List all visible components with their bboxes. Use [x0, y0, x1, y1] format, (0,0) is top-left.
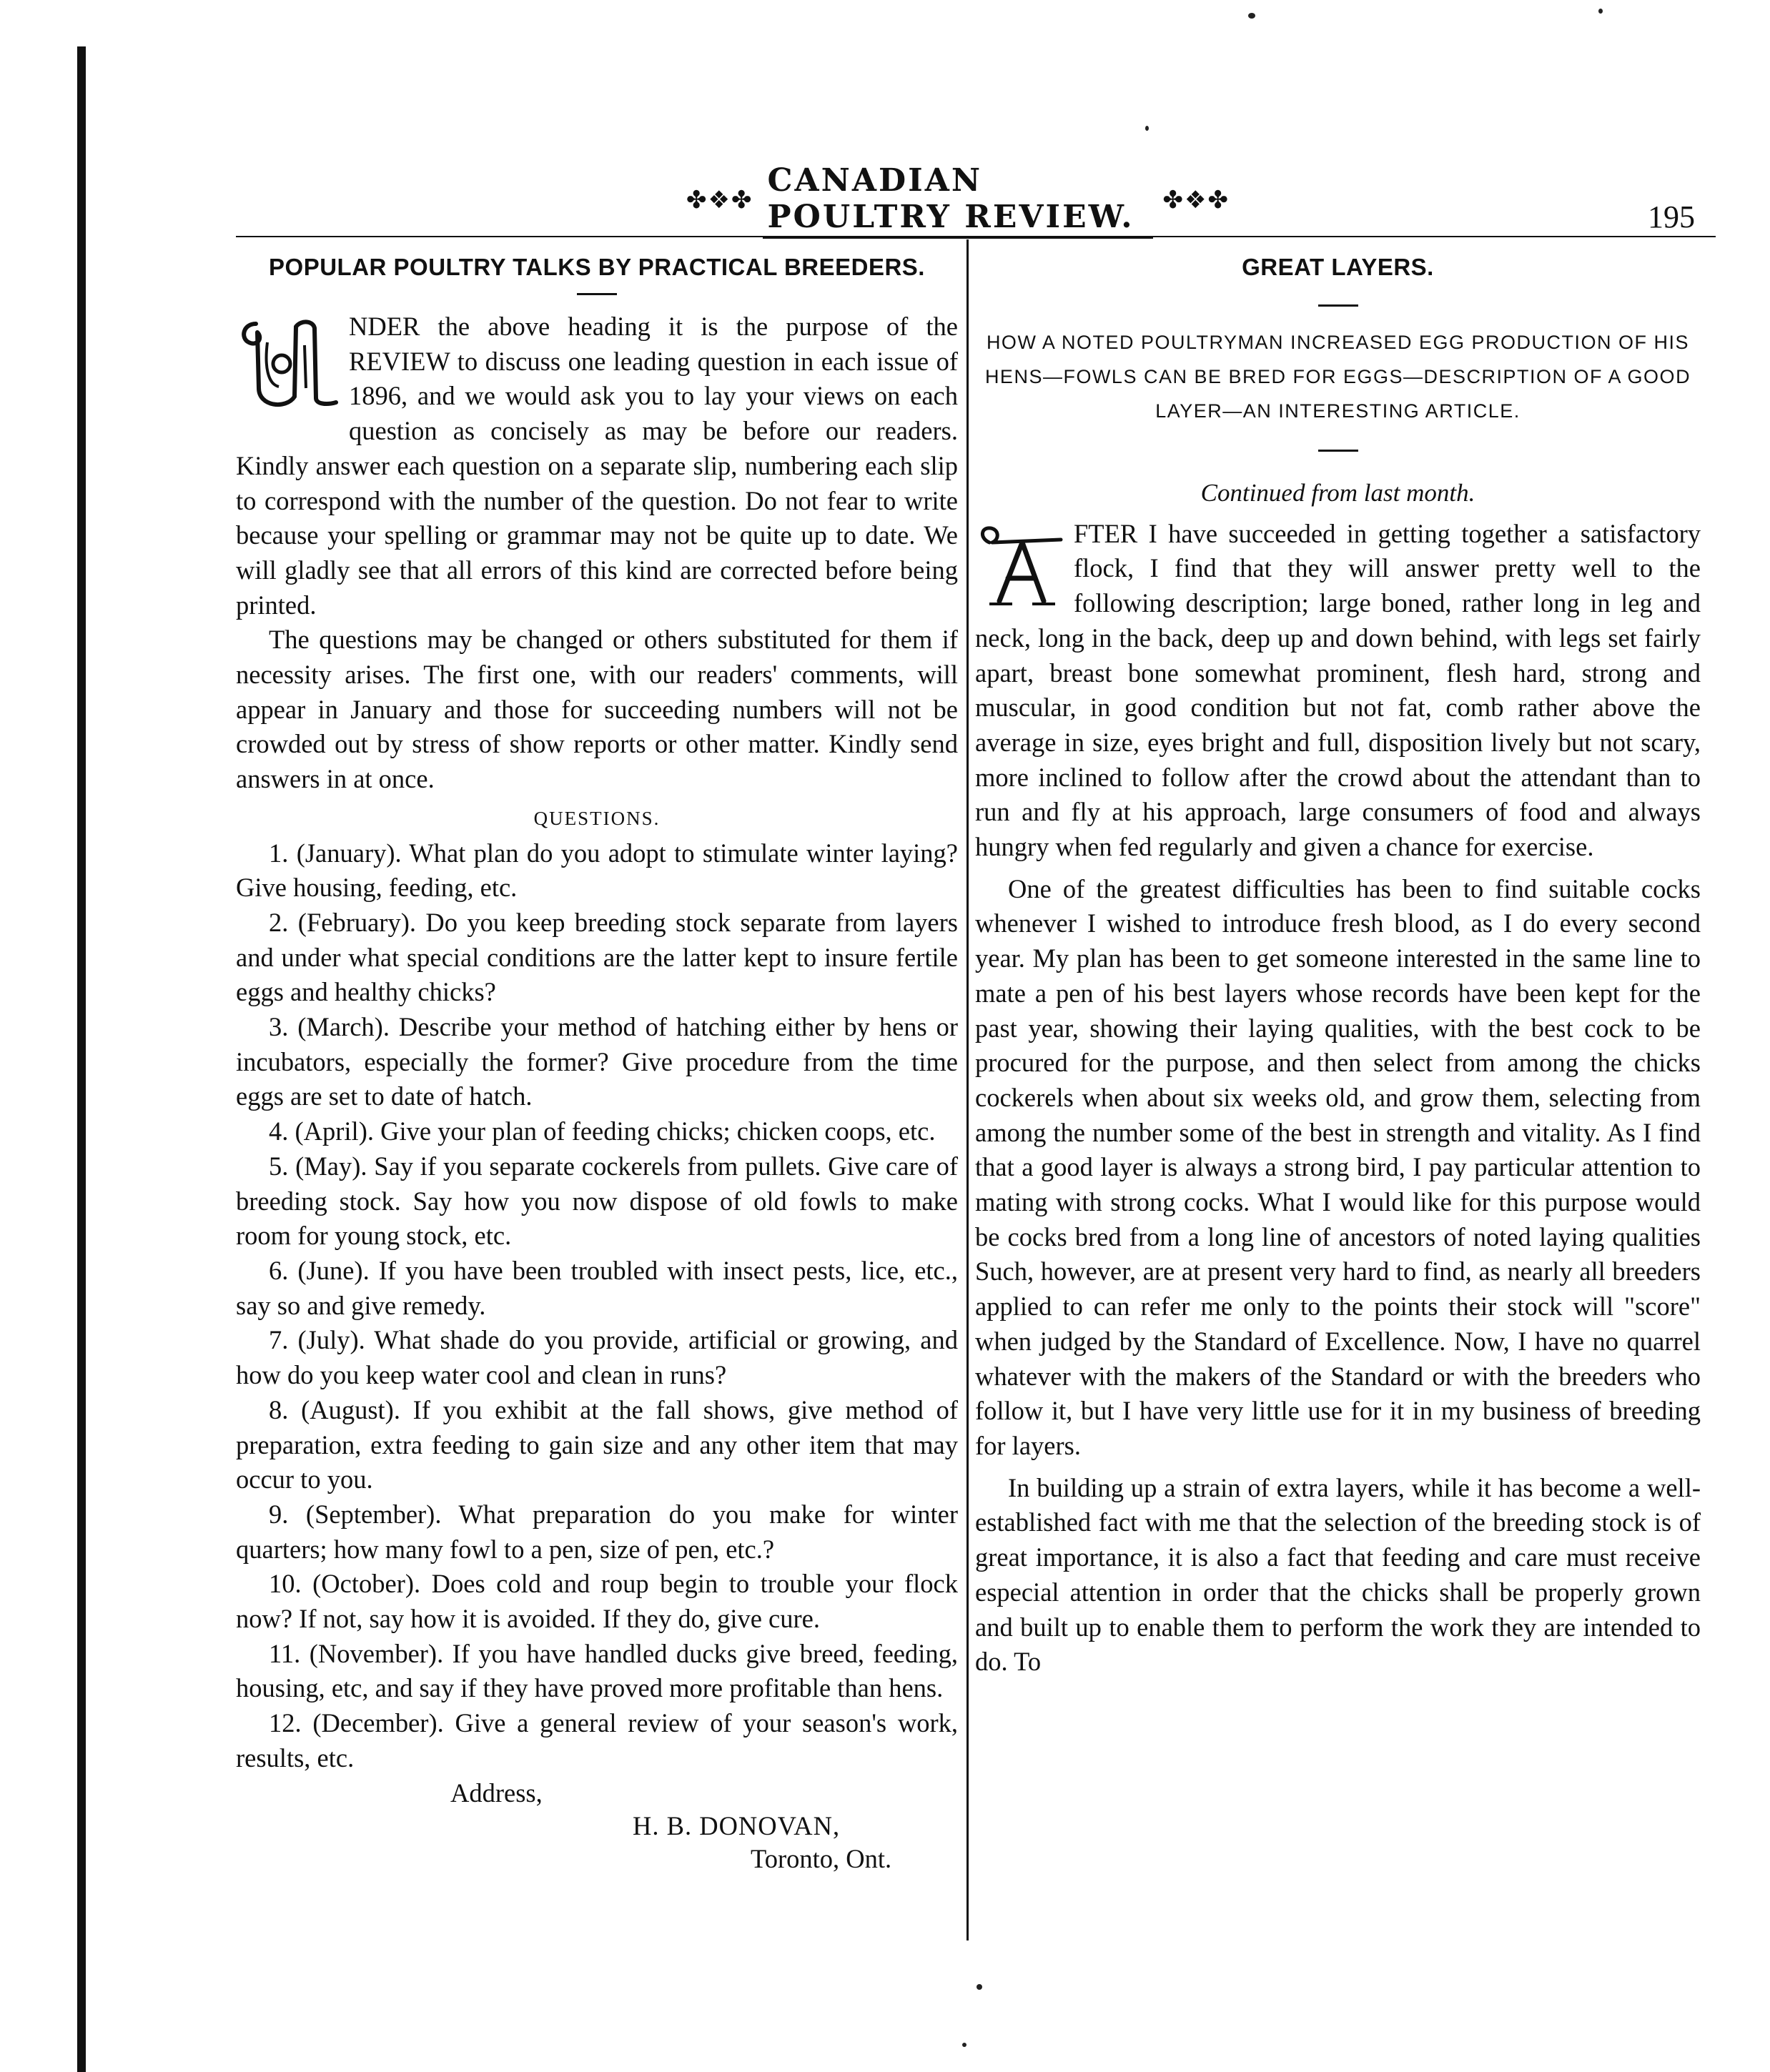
question-item: 9. (September). What preparation do you make for winter quarters; how many fowl to a pen, size of pen, etc.? — [236, 1499, 958, 1564]
intro-paragraph — [236, 309, 958, 623]
article-title-poultry-talks: POPULAR POULTRY TALKS BY PRACTICAL BREEDERS. — [269, 254, 925, 280]
questions-heading: QUESTIONS. — [533, 807, 661, 829]
scan-speck — [1598, 9, 1603, 14]
left-column — [236, 236, 958, 1875]
question-item: 2. (February). Do you keep breeding stock separate from layers and under what special conditions are the latter kept to insure fertile eggs and healthy chicks? — [236, 907, 958, 1007]
question-item: 3. (March). Describe your method of hatching either by hens or incubators, especially the former? Give procedure from the time eggs are set to date of hatch. — [236, 1012, 958, 1111]
address-label: Address, — [450, 1778, 543, 1808]
scan-edge-bar — [77, 46, 86, 2072]
paragraph-description — [975, 517, 1701, 865]
scan-speck — [977, 1984, 982, 1990]
intro-text: NDER the above heading it is the purpose of the REVIEW to discuss one leading question in each issue of 1896, and we would ask you to lay your views on each question as concisely as may be before our readers. Kindly answer each question on a separate slip, numbering each slip to correspond with the number of the question. Do not fear to write because your spelling or grammar may not be quite up to date. We will gladly see that all errors of this kind are corrected before being printed. — [236, 312, 958, 620]
page-number: 195 — [1648, 199, 1695, 234]
question-item: 4. (April). Give your plan of feeding chicks; chicken coops, etc. — [269, 1116, 936, 1146]
signature-city: Toronto, Ont. — [751, 1843, 892, 1873]
masthead-banner — [686, 162, 1230, 235]
question-item: 7. (July). What shade do you provide, artificial or growing, and how do you keep water cool and clean in runs? — [236, 1325, 958, 1390]
masthead-ornament-left: ✤❖✤ — [686, 186, 753, 214]
svg-text:A: A — [975, 520, 976, 522]
signature-name: H. B. DONOVAN, — [633, 1810, 841, 1840]
article-title-great-layers: GREAT LAYERS. — [1242, 254, 1434, 280]
scan-speck — [1145, 126, 1149, 131]
article-subheading: HOW A NOTED POULTRYMAN INCREASED EGG PRODUCTION OF HIS HENS—FOWLS CAN BE BRED FOR EGGS—DESCRIPTION OF A GOOD LAYER—AN INTERESTING ARTICLE. — [984, 332, 1691, 422]
masthead-ornament-right: ✤❖✤ — [1162, 186, 1230, 214]
scan-speck — [1248, 13, 1255, 19]
question-item: 8. (August). If you exhibit at the fall shows, give method of preparation, extra feeding to gain size and any other item that may occur to you. — [236, 1394, 958, 1494]
question-item: 11. (November). If you have handled ducks give breed, feeding, housing, etc, and say if they have proved more profitable than hens. — [236, 1638, 958, 1703]
question-item: 12. (December). Give a general review of your season's work, results, etc. — [236, 1708, 958, 1773]
paragraph-questions-note: The questions may be changed or others substituted for them if necessity arises. The first one, with our readers' comments, will appear in January and those for succeeding numbers will not be crowded out by stress of show reports or other matter. Kindly send answers in at once. — [236, 625, 958, 794]
question-item: 1. (January). What plan do you adopt to stimulate winter laying? Give housing, feeding, etc. — [236, 838, 958, 903]
paragraph-description-text: FTER I have succeeded in getting together a satisfactory flock, I find that they will answer pretty well to the following description; large boned, rather long in leg and neck, long in the back, deep up and down behind, with legs set fairly apart, breast bone somewhat prominent, flesh hard, strong and muscular, in good condition but not fat, comb rather above the average in size, eyes bright and full, disposition lively but not scary, more inclined to follow after the crowd about the attendant than to run and fly at his approach, large consumers of food and always hungry when fed regularly and given a chance for exercise. — [975, 518, 1701, 862]
paragraph-cocks: One of the greatest difficulties has been to find suitable cocks whenever I wished to introduce fresh blood, as I do every second year. My plan has been to get someone interested in the same line to mate a pen of his best layers whose records have been kept for the past year, showing their laying qualities, with the best cock to be procured for the purpose, and then select from among the chicks cockerels when about six weeks old, and grow them, selecting from among the number some of the best in strength and vitality. As I find that a good layer is always a strong bird, I pay particular attention to mating with strong cocks. What I would like for this purpose would be cocks bred from a long line of ancestors of noted laying qualities Such, however, are at present very hard to find, as nearly all breeders applied to can refer me only to the points their stock will "score" when judged by the Standard of Excellence. Now, I have no quarrel whatever with the makers of the Standard or with the breeders who follow it, but I have very little use for it in my business of breeding for layers. — [975, 873, 1701, 1460]
column-divider — [966, 239, 969, 1940]
right-column — [975, 236, 1701, 1680]
dropcap-u-icon — [236, 314, 343, 415]
continued-note: Continued from last month. — [1200, 479, 1475, 507]
paragraph-strain: In building up a strain of extra layers, while it has become a well-established fact with me that the selection of the breeding stock is of great importance, it is also a fact that feeding and care must receive especial attention in order that the chicks shall be properly grown and built up to enable them to perform the work they are intended to do. To — [975, 1472, 1701, 1677]
question-item: 5. (May). Say if you separate cockerels from pullets. Give care of breeding stock. Say how you now dispose of old fowls to make room for young stock, etc. — [236, 1151, 958, 1251]
title-rule — [1318, 304, 1358, 307]
subhead-rule — [1318, 450, 1358, 452]
masthead-title: CANADIAN POULTRY REVIEW. — [763, 162, 1152, 239]
question-item: 6. (June). If you have been troubled with insect pests, lice, etc., say so and give remedy. — [236, 1255, 958, 1320]
title-rule — [577, 293, 617, 295]
scan-speck — [962, 2043, 966, 2047]
question-item: 10. (October). Does cold and roup begin to trouble your flock now? If not, say how it is avoided. If they do, give cure. — [236, 1569, 958, 1634]
dropcap-a-icon — [975, 521, 1068, 613]
